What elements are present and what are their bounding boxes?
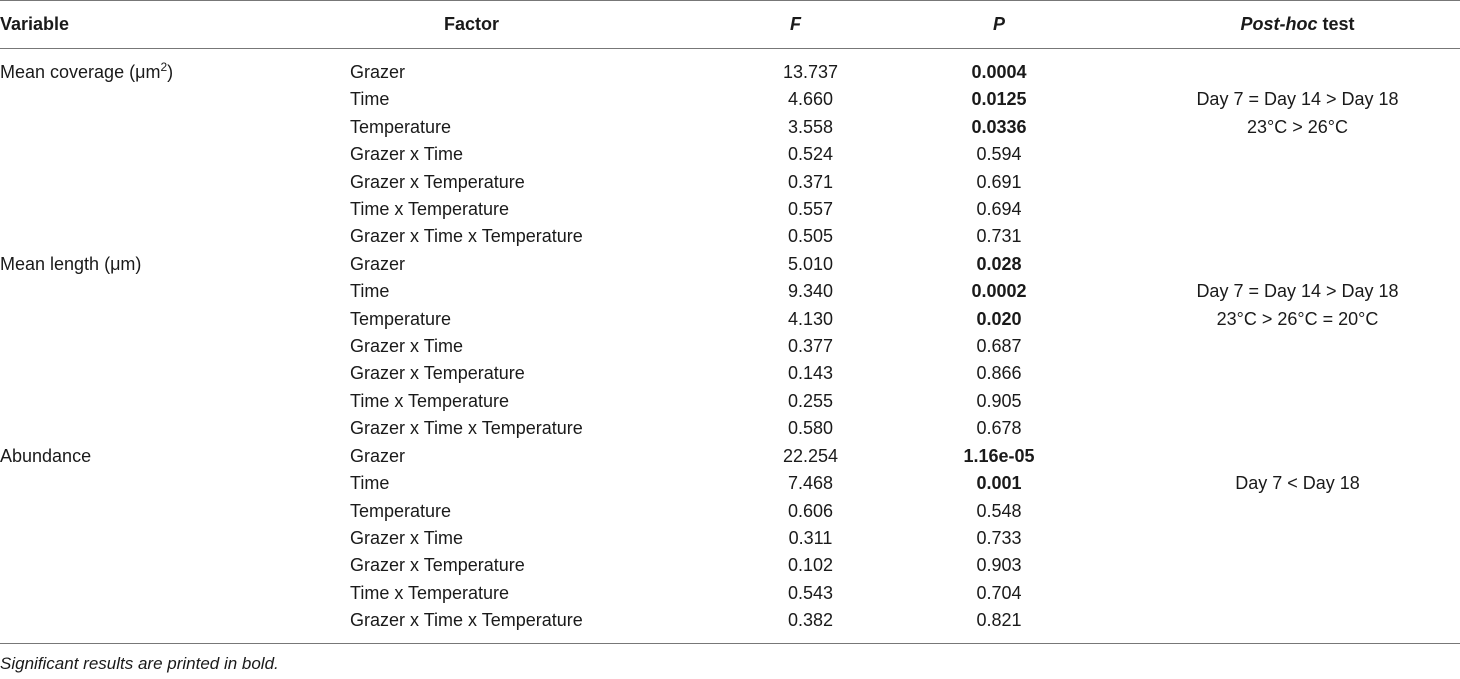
- cell-factor: Time: [350, 89, 390, 110]
- table-row: [0, 552, 1460, 579]
- cell-p-value: 0.001: [976, 473, 1022, 494]
- cell-f-value: 0.382: [787, 610, 834, 631]
- cell-factor: Grazer x Time x Temperature: [350, 418, 583, 439]
- cell-f-value: 0.371: [787, 171, 834, 192]
- table-row: [0, 525, 1460, 552]
- cell-factor: Grazer x Temperature: [350, 555, 525, 576]
- cell-p-value: 0.0002: [971, 281, 1027, 302]
- cell-factor: Grazer: [350, 253, 406, 274]
- cell-p-value: 0.905: [976, 390, 1022, 411]
- cell-variable: [0, 443, 348, 470]
- table-row: [0, 196, 1460, 223]
- cell-posthoc: [1095, 169, 1460, 196]
- cell-posthoc: [1095, 443, 1460, 470]
- cell-factor: Grazer x Time: [350, 336, 464, 357]
- cell-posthoc: [1095, 49, 1460, 87]
- cell-variable: [0, 196, 348, 223]
- cell-f-value: 0.524: [787, 144, 834, 165]
- table-row: [0, 415, 1460, 442]
- table-body: [0, 49, 1460, 644]
- cell-p-value: 0.903: [976, 555, 1022, 576]
- header-factor: Factor: [348, 1, 688, 49]
- cell-variable: [0, 552, 348, 579]
- table-row: [0, 498, 1460, 525]
- cell-variable: [0, 114, 348, 141]
- cell-factor: Grazer: [350, 62, 406, 82]
- table-row: [0, 86, 1460, 113]
- table-row: [0, 306, 1460, 333]
- cell-factor: Grazer x Time x Temperature: [350, 610, 583, 631]
- cell-posthoc: Day 7 < Day 18: [1235, 473, 1360, 494]
- table-footnote: Significant results are printed in bold.: [0, 653, 279, 673]
- cell-f-value: 4.130: [787, 308, 834, 329]
- cell-p-value: 0.821: [976, 610, 1022, 631]
- cell-variable: [0, 388, 348, 415]
- cell-f-value: 0.505: [787, 226, 834, 247]
- table-row: [0, 333, 1460, 360]
- cell-p-value: 0.733: [976, 527, 1022, 548]
- cell-variable: [0, 306, 348, 333]
- table-row: [0, 251, 1460, 278]
- cell-factor: Time x Temperature: [350, 582, 510, 603]
- cell-p-value: 1.16e-05: [963, 445, 1035, 466]
- cell-factor: Time: [350, 473, 390, 494]
- cell-f-value: 22.254: [782, 445, 839, 466]
- header-variable: Variable: [0, 1, 348, 49]
- variable-tail: ): [167, 62, 174, 82]
- cell-p-value: 0.028: [976, 253, 1022, 274]
- cell-f-value: 7.468: [787, 473, 834, 494]
- cell-posthoc: [1095, 196, 1460, 223]
- table-row: [0, 470, 1460, 497]
- table-row: [0, 443, 1460, 470]
- cell-posthoc: Day 7 = Day 14 > Day 18: [1196, 89, 1399, 110]
- cell-posthoc: [1095, 607, 1460, 643]
- cell-variable: [0, 141, 348, 168]
- cell-variable: [0, 360, 348, 387]
- cell-f-value: 0.143: [787, 363, 834, 384]
- cell-posthoc: [1095, 141, 1460, 168]
- table-row: [0, 169, 1460, 196]
- header-posthoc-rest: test: [1317, 14, 1355, 34]
- cell-variable: [0, 169, 348, 196]
- table-row: [0, 278, 1460, 305]
- table-row: [0, 580, 1460, 607]
- table-row: [0, 360, 1460, 387]
- cell-p-value: 0.691: [976, 171, 1022, 192]
- table-row: [0, 223, 1460, 250]
- header-row: [0, 1, 1460, 49]
- variable-label: Mean coverage (μm: [0, 62, 161, 82]
- cell-factor: Grazer x Temperature: [350, 363, 525, 384]
- cell-f-value: 0.606: [787, 500, 834, 521]
- cell-variable: [0, 470, 348, 497]
- cell-p-value: 0.0125: [971, 89, 1027, 110]
- cell-f-value: 3.558: [787, 116, 834, 137]
- table-row: [0, 141, 1460, 168]
- cell-p-value: 0.866: [976, 363, 1022, 384]
- cell-posthoc: [1095, 552, 1460, 579]
- cell-factor: Grazer x Time x Temperature: [350, 226, 583, 247]
- cell-p-value: 0.694: [976, 199, 1022, 220]
- cell-factor: Temperature: [350, 116, 452, 137]
- variable-superscript: 2: [160, 60, 168, 74]
- cell-p-value: 0.687: [976, 336, 1022, 357]
- cell-variable: [0, 415, 348, 442]
- cell-f-value: 9.340: [787, 281, 834, 302]
- cell-variable: [0, 251, 348, 278]
- cell-variable: [0, 223, 348, 250]
- cell-posthoc: [1095, 525, 1460, 552]
- table-row: [0, 388, 1460, 415]
- cell-factor: Grazer x Temperature: [350, 171, 525, 192]
- cell-f-value: 5.010: [787, 253, 834, 274]
- cell-f-value: 4.660: [787, 89, 834, 110]
- cell-p-value: 0.704: [976, 582, 1022, 603]
- cell-factor: Temperature: [350, 500, 452, 521]
- cell-variable: [0, 278, 348, 305]
- cell-factor: Grazer x Time: [350, 144, 464, 165]
- cell-p-value: 0.020: [976, 308, 1022, 329]
- cell-variable: [0, 86, 348, 113]
- header-p: P: [903, 1, 1095, 49]
- variable-label: Mean length (μm): [0, 253, 142, 274]
- cell-posthoc: Day 7 = Day 14 > Day 18: [1196, 281, 1399, 302]
- cell-factor: Temperature: [350, 308, 452, 329]
- table-row: [0, 114, 1460, 141]
- cell-factor: Grazer: [350, 445, 406, 466]
- cell-variable: [0, 580, 348, 607]
- cell-p-value: 0.594: [976, 144, 1022, 165]
- table-header: [0, 1, 1460, 49]
- cell-p-value: 0.0336: [971, 116, 1027, 137]
- cell-factor: Time x Temperature: [350, 199, 510, 220]
- cell-p-value: 0.678: [976, 418, 1022, 439]
- cell-factor: Grazer x Time: [350, 527, 464, 548]
- cell-posthoc: [1095, 580, 1460, 607]
- cell-f-value: 0.377: [787, 336, 834, 357]
- cell-p-value: 0.731: [976, 226, 1022, 247]
- table-row: [0, 607, 1460, 643]
- header-f: F: [688, 1, 903, 49]
- cell-posthoc: [1095, 333, 1460, 360]
- header-posthoc-italic: Post-hoc: [1240, 14, 1318, 34]
- cell-p-value: 0.548: [976, 500, 1022, 521]
- cell-posthoc: [1095, 498, 1460, 525]
- cell-posthoc: [1095, 360, 1460, 387]
- cell-p-value: 0.0004: [971, 62, 1027, 82]
- cell-posthoc: [1095, 223, 1460, 250]
- cell-factor: Time x Temperature: [350, 390, 510, 411]
- table-row: [0, 49, 1460, 87]
- cell-variable: [0, 49, 348, 87]
- cell-f-value: 0.102: [787, 555, 834, 576]
- cell-posthoc: [1095, 251, 1460, 278]
- cell-variable: [0, 498, 348, 525]
- cell-variable: [0, 607, 348, 643]
- cell-f-value: 0.580: [787, 418, 834, 439]
- cell-f-value: 0.557: [787, 199, 834, 220]
- cell-factor: Time: [350, 281, 390, 302]
- header-posthoc: [1095, 1, 1460, 49]
- cell-variable: [0, 525, 348, 552]
- variable-label: Abundance: [0, 445, 92, 466]
- cell-posthoc: [1095, 415, 1460, 442]
- cell-f-value: 0.543: [787, 582, 834, 603]
- cell-f-value: 13.737: [782, 62, 839, 82]
- cell-posthoc: 23°C > 26°C: [1247, 116, 1348, 137]
- cell-variable: [0, 333, 348, 360]
- cell-posthoc: 23°C > 26°C = 20°C: [1216, 308, 1379, 329]
- cell-f-value: 0.311: [788, 527, 833, 548]
- cell-f-value: 0.255: [787, 390, 834, 411]
- cell-posthoc: [1095, 388, 1460, 415]
